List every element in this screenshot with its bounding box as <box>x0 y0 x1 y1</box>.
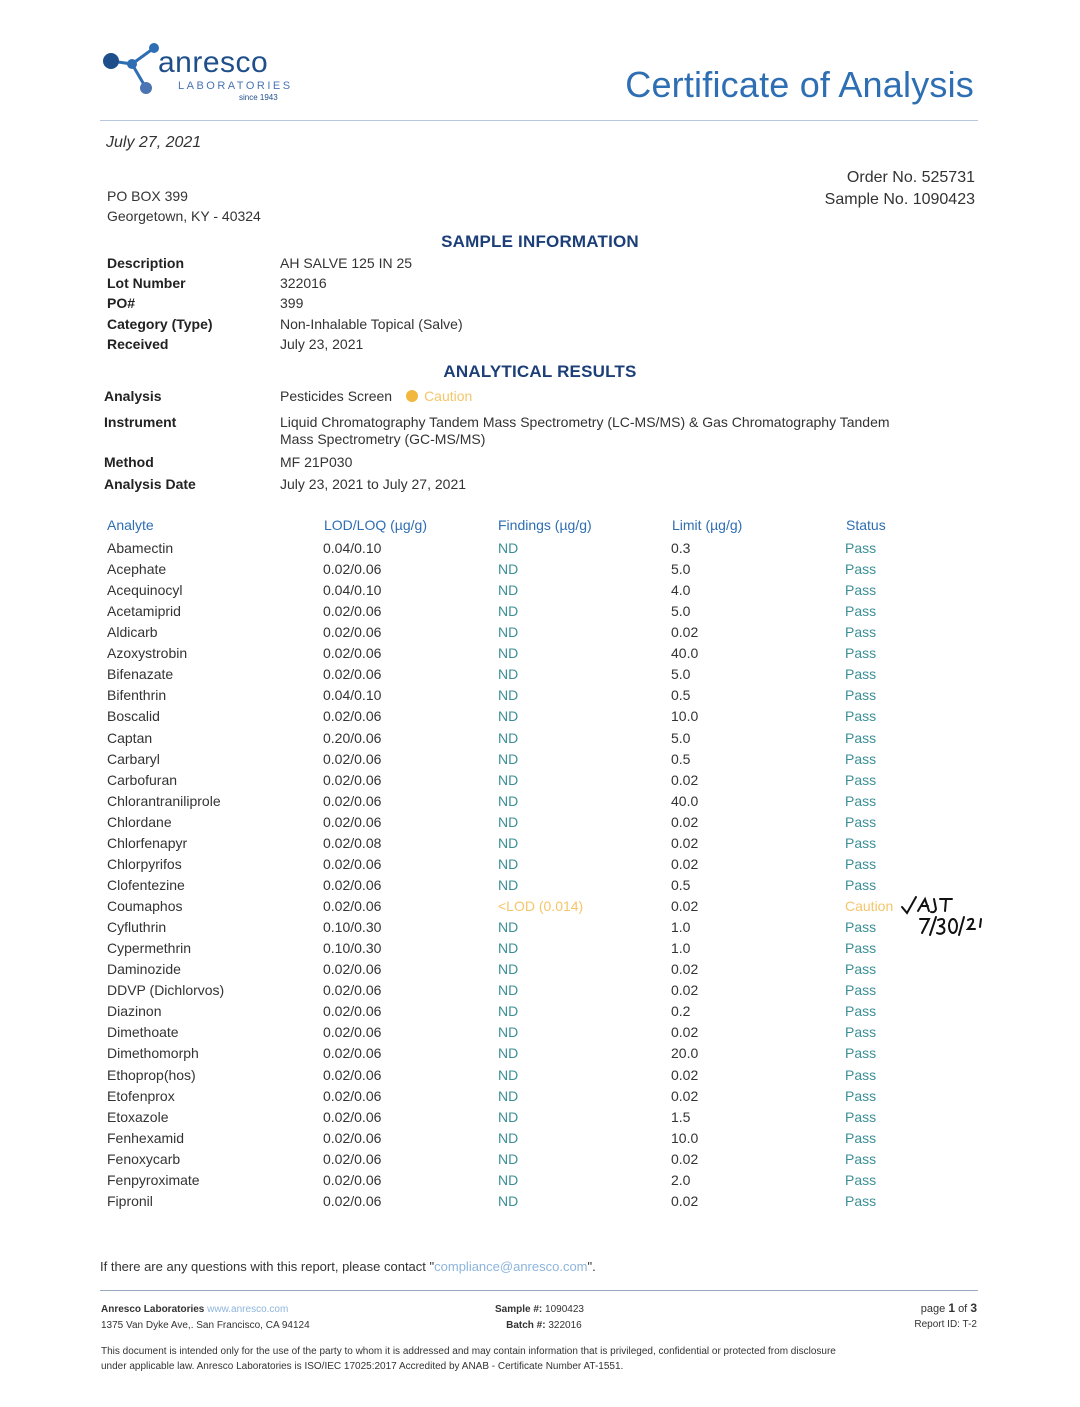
address-line: PO BOX 399 <box>107 188 188 204</box>
cell-lod-loq: 0.02/0.06 <box>323 1087 382 1104</box>
cell-status: Pass <box>845 1024 877 1041</box>
cell-limit: 0.5 <box>671 750 691 767</box>
cell-analyte: Fenoxycarb <box>107 1150 181 1167</box>
cell-analyte: Coumaphos <box>107 898 183 915</box>
table-row <box>0 1045 1080 1066</box>
page-number: 1 <box>948 1301 955 1315</box>
footer-sample-label: Sample #: <box>495 1304 543 1315</box>
analysis-label: Analysis <box>104 388 162 404</box>
sample-field-label: Lot Number <box>107 275 186 292</box>
cell-analyte: Etoxazole <box>107 1108 169 1125</box>
table-row <box>0 1193 1080 1214</box>
cell-lod-loq: 0.02/0.06 <box>323 1171 382 1188</box>
page-word: page <box>920 1303 946 1315</box>
table-row <box>0 835 1080 856</box>
cell-findings: ND <box>498 876 519 893</box>
company-logo <box>102 42 312 104</box>
cell-analyte: DDVP (Dichlorvos) <box>107 982 225 999</box>
cell-findings: ND <box>498 792 519 809</box>
page-title: Certificate of Analysis <box>625 64 974 105</box>
cell-analyte: Clofentezine <box>107 876 185 893</box>
column-header-analyte: Analyte <box>107 517 154 533</box>
cell-limit: 40.0 <box>671 792 699 809</box>
cell-findings: ND <box>498 771 519 788</box>
method-value: MF 21P030 <box>280 454 353 470</box>
cell-status: Pass <box>845 813 877 830</box>
cell-status: Pass <box>845 582 877 599</box>
table-row <box>0 1003 1080 1024</box>
sample-field-label: Category (Type) <box>107 315 213 332</box>
cell-lod-loq: 0.02/0.06 <box>323 1192 382 1209</box>
instrument-line: Mass Spectrometry (GC-MS/MS) <box>280 431 486 447</box>
cell-findings: ND <box>498 940 519 957</box>
cell-analyte: Etofenprox <box>107 1087 175 1104</box>
cell-lod-loq: 0.02/0.06 <box>323 961 382 978</box>
table-row <box>0 1109 1080 1130</box>
cell-limit: 4.0 <box>671 582 691 599</box>
analysis-date-label: Analysis Date <box>104 476 196 492</box>
cell-limit: 0.02 <box>671 1066 699 1083</box>
cell-status: Pass <box>845 771 877 788</box>
table-row <box>0 940 1080 961</box>
table-row <box>0 1024 1080 1045</box>
cell-analyte: Fenpyroximate <box>107 1171 200 1188</box>
cell-status: Pass <box>845 834 877 851</box>
cell-findings: ND <box>498 1087 519 1104</box>
molecule-logo-icon <box>102 42 162 102</box>
cell-status: Pass <box>845 1129 877 1146</box>
sample-field-value: Non-Inhalable Topical (Salve) <box>280 315 463 332</box>
order-info <box>825 167 975 211</box>
cell-limit: 20.0 <box>671 1045 699 1062</box>
footer-address: 1375 Van Dyke Ave,. San Francisco, CA 94124 <box>101 1320 310 1331</box>
table-row <box>0 814 1080 835</box>
table-row <box>0 730 1080 751</box>
cell-limit: 0.02 <box>671 834 699 851</box>
cell-status: Pass <box>845 645 877 662</box>
cell-status: Pass <box>845 961 877 978</box>
cell-findings: ND <box>498 540 519 556</box>
cell-lod-loq: 0.02/0.06 <box>323 708 382 725</box>
cell-findings: ND <box>498 582 519 599</box>
cell-limit: 0.02 <box>671 813 699 830</box>
cell-analyte: Dimethoate <box>107 1024 179 1041</box>
cell-findings: ND <box>498 813 519 830</box>
cell-findings: ND <box>498 603 519 620</box>
cell-analyte: Boscalid <box>107 708 160 725</box>
cell-limit: 5.0 <box>671 603 691 620</box>
cell-analyte: Cypermethrin <box>107 940 192 957</box>
contact-line <box>100 1259 596 1274</box>
header-divider <box>100 120 978 121</box>
column-header-limit: Limit (µg/g) <box>672 517 743 533</box>
cell-limit: 5.0 <box>671 666 691 683</box>
cell-status: Pass <box>845 1150 877 1167</box>
disclaimer-line: This document is intended only for the use of the party to whom it is addressed and may contain information that is privileged, confidential or protected from disclosure <box>101 1346 836 1357</box>
cell-status: Pass <box>845 540 877 556</box>
table-row <box>0 645 1080 666</box>
cell-analyte: Aldicarb <box>107 624 158 641</box>
footer-company: Anresco Laboratories <box>101 1304 205 1315</box>
cell-findings: ND <box>498 750 519 767</box>
cell-limit: 2.0 <box>671 1171 691 1188</box>
cell-analyte: Acephate <box>107 561 167 578</box>
cell-status: Pass <box>845 624 877 641</box>
cell-findings: ND <box>498 919 519 936</box>
cell-status: Pass <box>845 1108 877 1125</box>
cell-limit: 0.02 <box>671 982 699 999</box>
table-row <box>0 1172 1080 1193</box>
footer-sample-value: 1090423 <box>545 1304 584 1315</box>
cell-lod-loq: 0.02/0.06 <box>323 603 382 620</box>
cell-findings: ND <box>498 561 519 578</box>
footer-sample-block <box>495 1302 584 1334</box>
column-header-lod-loq: LOD/LOQ (µg/g) <box>324 517 427 533</box>
cell-lod-loq: 0.04/0.10 <box>323 687 382 704</box>
cell-lod-loq: 0.10/0.30 <box>323 940 382 957</box>
cell-lod-loq: 0.02/0.06 <box>323 792 382 809</box>
table-row <box>0 772 1080 793</box>
sample-number: Sample No. 1090423 <box>824 191 975 208</box>
cell-lod-loq: 0.02/0.06 <box>323 898 382 915</box>
cell-analyte: Fenhexamid <box>107 1129 185 1146</box>
cell-findings: ND <box>498 1150 519 1167</box>
cell-limit: 10.0 <box>671 708 699 725</box>
cell-limit: 5.0 <box>671 561 691 578</box>
cell-analyte: Captan <box>107 729 153 746</box>
table-row <box>0 624 1080 645</box>
cell-limit: 0.02 <box>671 961 699 978</box>
cell-limit: 1.0 <box>671 940 691 957</box>
table-row <box>0 982 1080 1003</box>
table-row <box>0 1151 1080 1172</box>
table-row <box>0 1088 1080 1109</box>
sample-field-value: 322016 <box>280 275 327 292</box>
table-row <box>0 961 1080 982</box>
sample-info-heading: SAMPLE INFORMATION <box>441 232 639 251</box>
table-row <box>0 793 1080 814</box>
cell-findings: ND <box>498 687 519 704</box>
table-row <box>0 708 1080 729</box>
logo-since: since 1943 <box>239 93 278 102</box>
cell-status: Pass <box>845 687 877 704</box>
cell-findings: ND <box>498 855 519 872</box>
cell-analyte: Bifenazate <box>107 666 174 683</box>
cell-limit: 10.0 <box>671 1129 699 1146</box>
sample-field-label: Description <box>107 255 185 271</box>
cell-findings: ND <box>498 1024 519 1041</box>
cell-limit: 0.02 <box>671 624 699 641</box>
logo-wordmark: anresco <box>158 46 269 79</box>
cell-lod-loq: 0.02/0.06 <box>323 982 382 999</box>
footer-batch-value: 322016 <box>548 1320 582 1331</box>
cell-lod-loq: 0.02/0.06 <box>323 1150 382 1167</box>
disclaimer-line: under applicable law. Anresco Laboratories is ISO/IEC 17025:2017 Accredited by ANAB - Certificate Number AT-1551. <box>101 1361 624 1372</box>
cell-limit: 0.02 <box>671 1150 699 1167</box>
sample-field-label: Received <box>107 335 169 352</box>
disclaimer <box>101 1344 981 1374</box>
order-number: Order No. 525731 <box>846 169 975 186</box>
instrument-label: Instrument <box>104 414 177 430</box>
cell-limit: 0.02 <box>671 855 699 872</box>
table-row <box>0 1130 1080 1151</box>
client-address <box>107 186 261 226</box>
cell-lod-loq: 0.02/0.06 <box>323 645 382 662</box>
cell-lod-loq: 0.04/0.10 <box>323 582 382 599</box>
cell-lod-loq: 0.02/0.06 <box>323 624 382 641</box>
cell-limit: 0.02 <box>671 1192 699 1209</box>
cell-limit: 0.02 <box>671 898 699 915</box>
caution-dot-icon <box>406 390 418 402</box>
analytical-results-heading: ANALYTICAL RESULTS <box>443 362 637 381</box>
cell-findings: ND <box>498 961 519 978</box>
cell-lod-loq: 0.02/0.06 <box>323 876 382 893</box>
cell-lod-loq: 0.02/0.06 <box>323 750 382 767</box>
page-of: of <box>958 1303 968 1315</box>
cell-limit: 0.02 <box>671 1087 699 1104</box>
cell-lod-loq: 0.02/0.06 <box>323 1129 382 1146</box>
cell-findings: ND <box>498 666 519 683</box>
cell-analyte: Daminozide <box>107 961 181 978</box>
cell-lod-loq: 0.20/0.06 <box>323 729 382 746</box>
cell-findings: ND <box>498 834 519 851</box>
address-line: Georgetown, KY - 40324 <box>107 208 261 224</box>
cell-analyte: Dimethomorph <box>107 1045 199 1062</box>
cell-findings: ND <box>498 624 519 641</box>
cell-lod-loq: 0.02/0.06 <box>323 771 382 788</box>
cell-status: Pass <box>845 855 877 872</box>
cell-status: Pass <box>845 750 877 767</box>
column-header-findings: Findings (µg/g) <box>498 517 592 533</box>
cell-analyte: Fipronil <box>107 1192 153 1209</box>
table-row <box>0 751 1080 772</box>
cell-limit: 0.3 <box>671 540 691 556</box>
cell-status: Pass <box>845 982 877 999</box>
footer-batch-label: Batch #: <box>506 1320 546 1331</box>
analysis-date-value: July 23, 2021 to July 27, 2021 <box>280 476 467 492</box>
cell-findings: ND <box>498 1171 519 1188</box>
cell-analyte: Abamectin <box>107 540 174 556</box>
cell-lod-loq: 0.04/0.10 <box>323 540 382 556</box>
instrument-line: Liquid Chromatography Tandem Mass Spectrometry (LC-MS/MS) & Gas Chromatography Tandem <box>280 414 890 430</box>
sample-field-value: AH SALVE 125 IN 25 <box>280 255 413 271</box>
footer-page-block <box>914 1300 977 1333</box>
cell-status: Pass <box>845 1045 877 1062</box>
table-row <box>0 603 1080 624</box>
analysis-name: Pesticides Screen <box>280 388 393 404</box>
cell-lod-loq: 0.02/0.08 <box>323 834 382 851</box>
cell-status: Pass <box>845 919 877 936</box>
cell-status: Pass <box>845 1087 877 1104</box>
cell-lod-loq: 0.02/0.06 <box>323 1066 382 1083</box>
cell-analyte: Chlorantraniliprole <box>107 792 221 809</box>
cell-status: Pass <box>845 1171 877 1188</box>
cell-findings: ND <box>498 1192 519 1209</box>
table-row <box>0 540 1080 561</box>
cell-limit: 5.0 <box>671 729 691 746</box>
cell-findings: ND <box>498 645 519 662</box>
cell-limit: 0.02 <box>671 1024 699 1041</box>
cell-status: Pass <box>845 561 877 578</box>
cell-findings: ND <box>498 1003 519 1020</box>
table-row <box>0 1067 1080 1088</box>
cell-lod-loq: 0.02/0.06 <box>323 855 382 872</box>
cell-lod-loq: 0.02/0.06 <box>323 666 382 683</box>
report-date: July 27, 2021 <box>106 134 202 151</box>
cell-findings: ND <box>498 1066 519 1083</box>
cell-status: Pass <box>845 792 877 809</box>
table-row <box>0 687 1080 708</box>
cell-status: Pass <box>845 729 877 746</box>
cell-status: Pass <box>845 1066 877 1083</box>
footer-website-link[interactable]: www.anresco.com <box>207 1304 289 1315</box>
cell-status: Caution <box>845 898 894 915</box>
contact-prefix: If there are any questions with this report, please contact " <box>100 1259 435 1274</box>
cell-findings: <LOD (0.014) <box>498 898 584 915</box>
analysis-value <box>280 388 472 404</box>
cell-lod-loq: 0.02/0.06 <box>323 1003 382 1020</box>
footer-company-block <box>101 1302 310 1334</box>
cell-lod-loq: 0.02/0.06 <box>323 813 382 830</box>
cell-findings: ND <box>498 1045 519 1062</box>
cell-status: Pass <box>845 1192 877 1209</box>
cell-lod-loq: 0.02/0.06 <box>323 1045 382 1062</box>
table-row <box>0 561 1080 582</box>
cell-findings: ND <box>498 982 519 999</box>
cell-lod-loq: 0.02/0.06 <box>323 1024 382 1041</box>
cell-findings: ND <box>498 1108 519 1125</box>
cell-findings: ND <box>498 708 519 725</box>
cell-analyte: Bifenthrin <box>107 687 167 704</box>
cell-limit: 1.0 <box>671 919 691 936</box>
footer-divider <box>100 1290 978 1291</box>
cell-analyte: Diazinon <box>107 1003 162 1020</box>
page-total: 3 <box>970 1301 977 1315</box>
cell-analyte: Acetamiprid <box>107 603 181 620</box>
cell-lod-loq: 0.02/0.06 <box>323 1108 382 1125</box>
cell-status: Pass <box>845 940 877 957</box>
cell-limit: 0.2 <box>671 1003 691 1020</box>
cell-status: Pass <box>845 666 877 683</box>
cell-analyte: Chlordane <box>107 813 172 830</box>
cell-analyte: Carbaryl <box>107 750 160 767</box>
sample-field-value: 399 <box>280 295 304 312</box>
cell-analyte: Carbofuran <box>107 771 178 788</box>
method-label: Method <box>104 454 154 470</box>
cell-status: Pass <box>845 708 877 725</box>
cell-lod-loq: 0.10/0.30 <box>323 919 382 936</box>
cell-limit: 0.02 <box>671 771 699 788</box>
cell-analyte: Cyfluthrin <box>107 919 167 936</box>
cell-status: Pass <box>845 876 877 893</box>
cell-analyte: Chlorfenapyr <box>107 834 188 851</box>
table-row <box>0 666 1080 687</box>
sample-field-value: July 23, 2021 <box>280 335 364 352</box>
sample-field-label: PO# <box>107 295 136 312</box>
instrument-value <box>280 414 890 448</box>
cell-limit: 0.5 <box>671 876 691 893</box>
cell-analyte: Chlorpyrifos <box>107 855 182 872</box>
logo-subtitle: LABORATORIES <box>178 80 293 92</box>
contact-email-link[interactable]: compliance@anresco.com <box>434 1259 588 1274</box>
cell-limit: 0.5 <box>671 687 691 704</box>
table-row <box>0 582 1080 603</box>
cell-findings: ND <box>498 1129 519 1146</box>
cell-limit: 40.0 <box>671 645 699 662</box>
column-header-status: Status <box>846 517 886 533</box>
cell-analyte: Azoxystrobin <box>107 645 188 662</box>
report-id: Report ID: T-2 <box>914 1319 977 1330</box>
cell-status: Pass <box>845 603 877 620</box>
cell-analyte: Acequinocyl <box>107 582 183 599</box>
cell-findings: ND <box>498 729 519 746</box>
contact-suffix: ". <box>587 1259 596 1274</box>
cell-lod-loq: 0.02/0.06 <box>323 561 382 578</box>
analysis-status: Caution <box>424 388 473 404</box>
handwritten-initials-signature <box>898 893 988 939</box>
cell-limit: 1.5 <box>671 1108 691 1125</box>
cell-analyte: Ethoprop(hos) <box>107 1066 196 1083</box>
table-row <box>0 856 1080 877</box>
cell-status: Pass <box>845 1003 877 1020</box>
